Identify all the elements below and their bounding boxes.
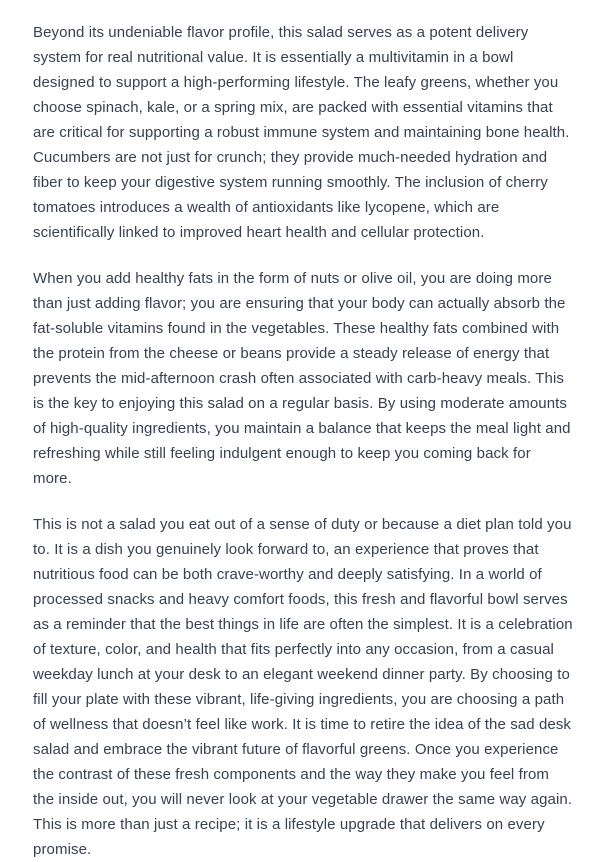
- paragraph-nutrition: Beyond its undeniable flavor profile, this salad serves as a potent delivery system for real nutritional value. It is essentially a multivitamin in a bowl designed to support a high-performing lifestyle. The leafy greens, whether you choose spinach, kale, or a spring mix, are packed with essential vitamins that are critical for supporting a robust immune system and maintaining bone health. Cucumbers are not just for crunch; they provide much-needed hydration and fiber to keep your digestive system running smoothly. The inclusion of cherry tomatoes introduces a wealth of antioxidants like lycopene, which are scientifically linked to improved heart health and cellular protection.: [33, 24, 570, 241]
- paragraph-healthy-fats: When you add healthy fats in the form of nuts or olive oil, you are doing more than just adding flavor; you are ensuring that your body can actually absorb the fat-soluble vitamins found in the vegetables. These healthy fats combined with the protein from the cheese or beans provide a steady release of energy that prevents the mid-afternoon crash often associated with carb-heavy meals. This is the key to enjoying this salad on a regular basis. By using moderate amounts of high-quality ingredients, you maintain a balance that keeps the meal light and refreshing while still feeling indulgent enough to keep you coming back for more.: [33, 270, 571, 487]
- paragraph-lifestyle: This is not a salad you eat out of a sense of duty or because a diet plan told you to. It is a dish you genuinely look forward to, an experience that proves that nutritious food can be both crave-worthy and deeply satisfying. In a world of processed snacks and heavy comfort foods, this fresh and flavorful bowl serves as a reminder that the best things in life are often the simplest. It is a celebration of texture, color, and health that fits perfectly into any occasion, from a casual weekday lunch at your desk to an elegant weekend dinner party. By choosing to fill your plate with these vibrant, life-giving ingredients, you are choosing a path of wellness that doesn’t feel like work. It is time to retire the idea of the sad desk salad and embrace the vibrant future of flavorful greens. Once you experience the contrast of these fresh components and the way they make you feel from the inside out, you will never look at your vegetable drawer the same way again. This is more than just a recipe; it is a lifestyle upgrade that delivers on every promise.: [33, 516, 573, 858]
